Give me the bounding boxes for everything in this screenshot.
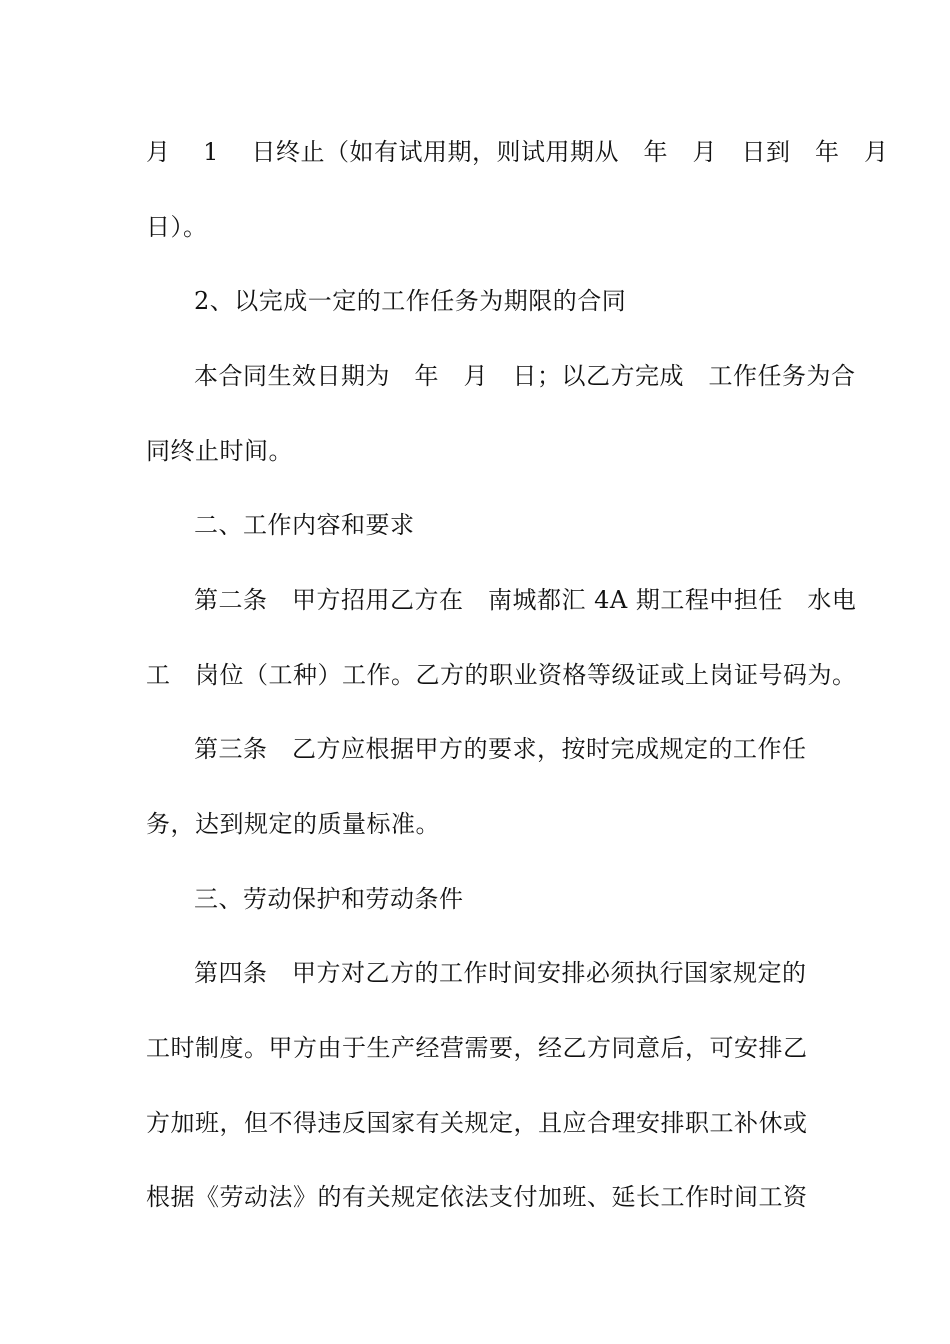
section-heading-contract-type: 2、以完成一定的工作任务为期限的合同 [194,287,627,315]
text-line-2: 日）。 [146,213,208,241]
article-4-line-3: 方加班，但不得违反国家有关规定，且应合理安排职工补休或 [146,1109,808,1137]
article-4-line-1: 第四条 甲方对乙方的工作时间安排必须执行国家规定的 [194,959,807,987]
text-line-1: 月 1 日终止（如有试用期，则试用期从 年 月 日到 年 月 [146,138,889,166]
section-heading-work-content: 二、工作内容和要求 [194,511,415,539]
article-2-line-2: 工 岗位（工种）工作。乙方的职业资格等级证或上岗证号码为。 [146,661,857,689]
section-heading-labor-protection: 三、劳动保护和劳动条件 [194,885,464,913]
article-3-line-1: 第三条 乙方应根据甲方的要求，按时完成规定的工作任 [194,735,807,763]
text-line-4: 本合同生效日期为 年 月 日；以乙方完成 工作任务为合 [194,362,856,390]
article-3-line-2: 务，达到规定的质量标准。 [146,810,440,838]
text-line-5: 同终止时间。 [146,437,293,465]
article-4-line-4: 根据《劳动法》的有关规定依法支付加班、延长工作时间工资 [146,1183,808,1211]
article-2-line-1: 第二条 甲方招用乙方在 南城都汇 4A 期工程中担任 水电 [194,586,857,614]
article-4-line-2: 工时制度。甲方由于生产经营需要，经乙方同意后，可安排乙 [146,1034,808,1062]
